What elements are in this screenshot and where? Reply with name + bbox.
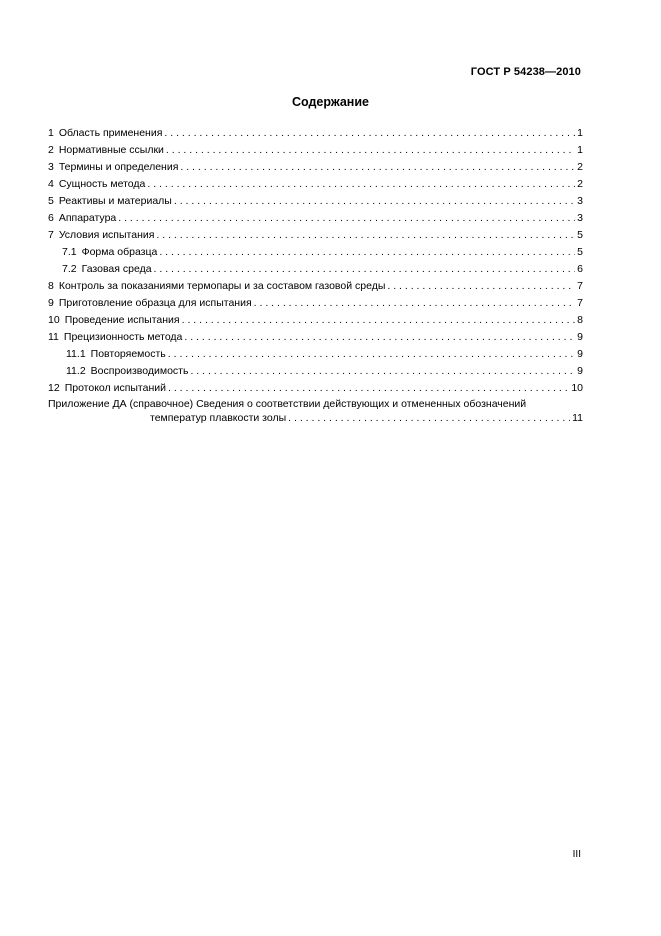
toc-item-label: Воспроизводимость xyxy=(90,365,189,377)
toc-item-page: 2 xyxy=(577,161,583,173)
toc-item-page: 11 xyxy=(572,412,583,424)
toc-item-label: Область применения xyxy=(58,127,163,139)
table-of-contents xyxy=(48,125,583,425)
toc-item-11-2[interactable] xyxy=(48,363,583,380)
toc-item-page: 6 xyxy=(577,263,583,275)
toc-item-6[interactable] xyxy=(48,210,583,227)
toc-item-7[interactable] xyxy=(48,227,583,244)
toc-item-label: Аппаратура xyxy=(58,212,117,224)
toc-item-number: 11 xyxy=(48,331,59,343)
toc-item-page: 9 xyxy=(577,348,583,360)
toc-item-number: 1 xyxy=(48,127,54,139)
toc-item-12[interactable] xyxy=(48,380,583,397)
toc-item-number: 10 xyxy=(48,314,60,326)
appendix-title-line2-row xyxy=(48,411,583,425)
toc-item-3[interactable] xyxy=(48,159,583,176)
dot-leader xyxy=(156,227,575,244)
toc-item-page: 9 xyxy=(577,365,583,377)
toc-item-7-1[interactable] xyxy=(48,244,583,261)
toc-item-label: Форма образца xyxy=(81,246,158,258)
toc-item-9[interactable] xyxy=(48,295,583,312)
toc-item-page: 2 xyxy=(577,178,583,190)
dot-leader xyxy=(174,193,575,210)
toc-item-number: 3 xyxy=(48,161,54,173)
dot-leader xyxy=(168,380,569,397)
toc-item-11-1[interactable] xyxy=(48,346,583,363)
toc-item-label: Нормативные ссылки xyxy=(58,144,164,156)
dot-leader xyxy=(147,176,575,193)
toc-item-page: 9 xyxy=(577,331,583,343)
toc-item-5[interactable] xyxy=(48,193,583,210)
dot-leader xyxy=(254,295,576,312)
dot-leader xyxy=(190,363,575,380)
dot-leader xyxy=(118,210,575,227)
toc-item-number: 7 xyxy=(48,229,54,241)
dot-leader xyxy=(182,312,576,329)
toc-title: Содержание xyxy=(291,95,369,109)
toc-item-1[interactable] xyxy=(48,125,583,142)
toc-item-label: Прецизионность метода xyxy=(63,331,183,343)
dot-leader xyxy=(288,411,570,425)
dot-leader xyxy=(159,244,575,261)
toc-item-label: Повторяемость xyxy=(90,348,166,360)
toc-item-8[interactable] xyxy=(48,278,583,295)
toc-item-label: Газовая среда xyxy=(81,263,152,275)
toc-item-number: 7.2 xyxy=(62,263,77,275)
toc-item-number: 11.2 xyxy=(66,365,86,377)
toc-item-number: 9 xyxy=(48,297,54,309)
toc-item-label: Реактивы и материалы xyxy=(58,195,172,207)
dot-leader xyxy=(154,261,576,278)
toc-item-2[interactable] xyxy=(48,142,583,159)
toc-item-label: Протокол испытаний xyxy=(64,382,166,394)
toc-item-number: 7.1 xyxy=(62,246,77,258)
dot-leader xyxy=(180,159,575,176)
page-number: III xyxy=(572,849,581,860)
toc-item-page: 1 xyxy=(577,144,583,156)
toc-item-number: 8 xyxy=(48,280,54,292)
toc-item-11[interactable] xyxy=(48,329,583,346)
dot-leader xyxy=(164,125,575,142)
toc-item-10[interactable] xyxy=(48,312,583,329)
toc-item-label: Контроль за показаниями термопары и за составом газовой среды xyxy=(58,280,386,292)
standard-code: ГОСТ Р 54238—2010 xyxy=(470,66,581,78)
toc-item-page: 7 xyxy=(577,297,583,309)
dot-leader xyxy=(166,142,575,159)
toc-item-page: 3 xyxy=(577,195,583,207)
toc-item-number: 2 xyxy=(48,144,54,156)
appendix-title-line1: Приложение ДА (справочное) Сведения о соответствии действующих и отмененных обозначений xyxy=(48,398,527,410)
toc-item-7-2[interactable] xyxy=(48,261,583,278)
toc-item-number: 12 xyxy=(48,382,60,394)
toc-item-label: Условия испытания xyxy=(58,229,155,241)
dot-leader xyxy=(168,346,575,363)
toc-item-page: 5 xyxy=(577,246,583,258)
toc-item-page: 8 xyxy=(577,314,583,326)
toc-item-label: Сущность метода xyxy=(58,178,146,190)
toc-item-number: 6 xyxy=(48,212,54,224)
toc-item-page: 5 xyxy=(577,229,583,241)
toc-item-label: Проведение испытания xyxy=(64,314,180,326)
dot-leader xyxy=(184,329,575,346)
toc-item-page: 3 xyxy=(577,212,583,224)
toc-item-page: 1 xyxy=(577,127,583,139)
toc-item-number: 11.1 xyxy=(66,348,86,360)
toc-item-4[interactable] xyxy=(48,176,583,193)
dot-leader xyxy=(387,278,575,295)
appendix-title-line2: температур плавкости золы xyxy=(150,412,287,424)
toc-item-number: 5 xyxy=(48,195,54,207)
toc-item-number: 4 xyxy=(48,178,54,190)
toc-item-label: Термины и определения xyxy=(58,161,179,173)
toc-appendix-da[interactable] xyxy=(48,397,583,425)
toc-item-page: 10 xyxy=(571,382,583,394)
toc-item-label: Приготовление образца для испытания xyxy=(58,297,252,309)
toc-item-page: 7 xyxy=(577,280,583,292)
